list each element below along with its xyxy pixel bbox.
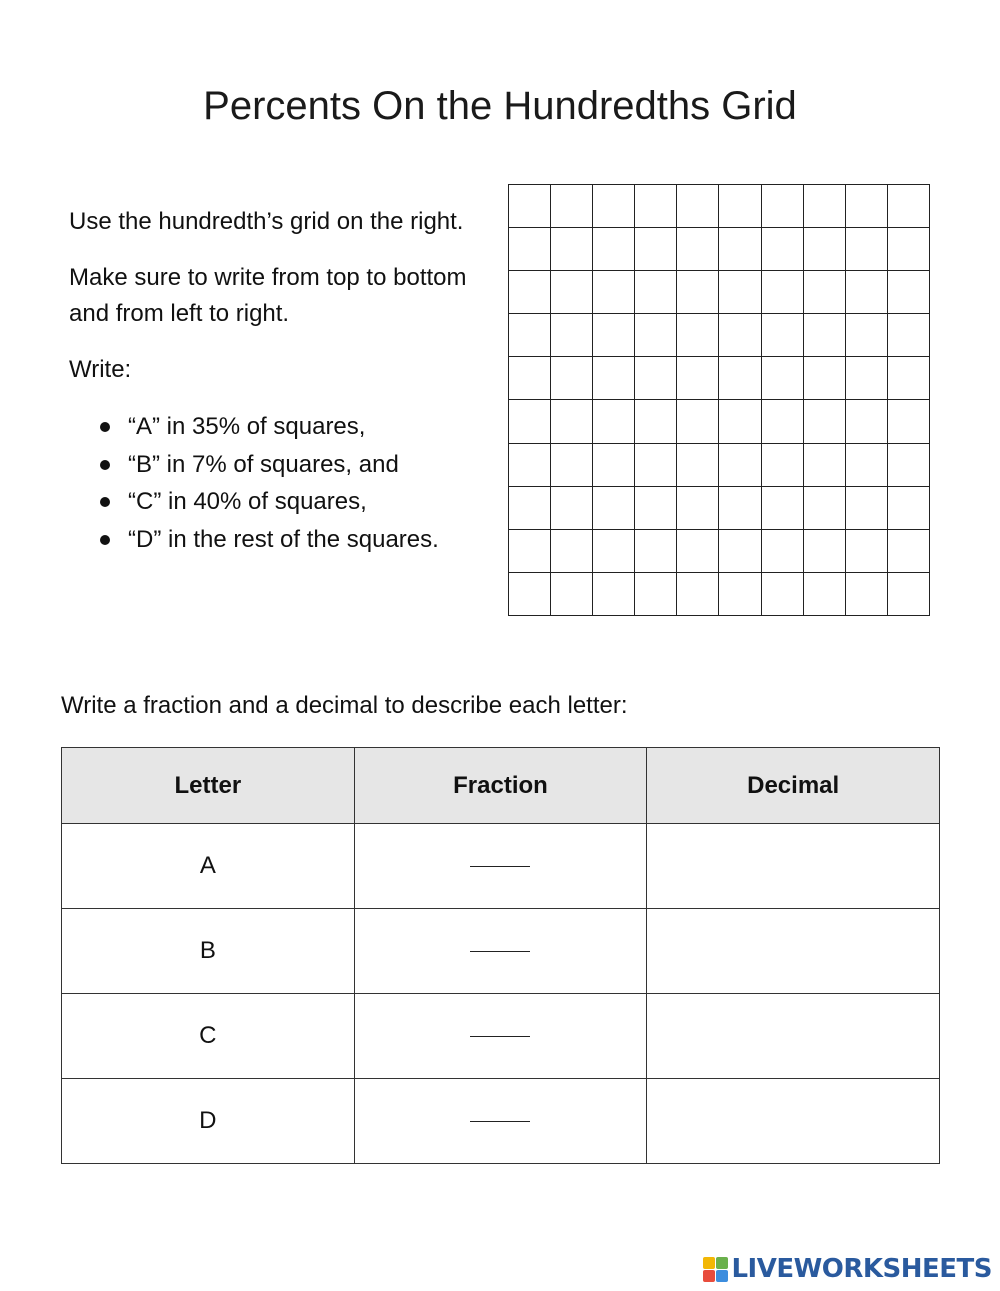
grid-cell[interactable] bbox=[762, 185, 804, 228]
grid-cell[interactable] bbox=[677, 573, 719, 616]
grid-cell[interactable] bbox=[846, 228, 888, 271]
grid-cell[interactable] bbox=[635, 228, 677, 271]
grid-cell[interactable] bbox=[846, 314, 888, 357]
grid-cell[interactable] bbox=[635, 314, 677, 357]
grid-cell[interactable] bbox=[551, 530, 593, 573]
letter-cell: C bbox=[62, 994, 355, 1079]
grid-cell[interactable] bbox=[509, 444, 551, 487]
grid-cell[interactable] bbox=[804, 271, 846, 314]
grid-cell[interactable] bbox=[804, 530, 846, 573]
grid-cell[interactable] bbox=[593, 530, 635, 573]
grid-cell[interactable] bbox=[719, 487, 761, 530]
header-fraction: Fraction bbox=[354, 748, 647, 824]
table-prompt: Write a fraction and a decimal to describe each letter: bbox=[61, 692, 628, 719]
letter-cell: A bbox=[62, 824, 355, 909]
grid-cell[interactable] bbox=[509, 487, 551, 530]
grid-cell[interactable] bbox=[593, 357, 635, 400]
bullet-text: “D” in the rest of the squares. bbox=[128, 525, 439, 553]
instruction-write-label: Write: bbox=[69, 356, 132, 383]
fraction-cell[interactable] bbox=[354, 824, 647, 909]
grid-cell[interactable] bbox=[846, 185, 888, 228]
grid-cell[interactable] bbox=[551, 400, 593, 443]
grid-cell[interactable] bbox=[593, 185, 635, 228]
grid-cell[interactable] bbox=[719, 357, 761, 400]
grid-cell[interactable] bbox=[719, 228, 761, 271]
grid-cell[interactable] bbox=[888, 573, 930, 616]
grid-cell[interactable] bbox=[509, 314, 551, 357]
grid-cell[interactable] bbox=[593, 487, 635, 530]
grid-cell[interactable] bbox=[846, 444, 888, 487]
fraction-bar bbox=[470, 951, 530, 952]
grid-cell[interactable] bbox=[804, 314, 846, 357]
grid-cell[interactable] bbox=[804, 444, 846, 487]
grid-cell[interactable] bbox=[888, 487, 930, 530]
grid-cell[interactable] bbox=[551, 228, 593, 271]
decimal-cell[interactable] bbox=[647, 1079, 940, 1164]
grid-cell[interactable] bbox=[888, 314, 930, 357]
grid-cell[interactable] bbox=[509, 357, 551, 400]
grid-cell[interactable] bbox=[551, 271, 593, 314]
instructions bbox=[69, 204, 494, 558]
watermark-text: LIVEWORKSHEETS bbox=[731, 1254, 992, 1284]
table-header-row bbox=[62, 748, 940, 824]
grid-cell[interactable] bbox=[888, 400, 930, 443]
answer-table bbox=[61, 747, 940, 1164]
grid-cell[interactable] bbox=[846, 357, 888, 400]
grid-cell[interactable] bbox=[719, 185, 761, 228]
grid-cell[interactable] bbox=[846, 530, 888, 573]
table-row bbox=[62, 1079, 940, 1164]
grid-cell[interactable] bbox=[846, 400, 888, 443]
grid-cell[interactable] bbox=[719, 271, 761, 314]
bullet-icon bbox=[100, 422, 110, 432]
grid-cell[interactable] bbox=[509, 228, 551, 271]
header-letter: Letter bbox=[62, 748, 355, 824]
fraction-cell[interactable] bbox=[354, 909, 647, 994]
grid-cell[interactable] bbox=[677, 357, 719, 400]
fraction-bar bbox=[470, 866, 530, 867]
decimal-cell[interactable] bbox=[647, 994, 940, 1079]
grid-cell[interactable] bbox=[804, 400, 846, 443]
table-row bbox=[62, 824, 940, 909]
grid-cell[interactable] bbox=[804, 573, 846, 616]
fraction-bar bbox=[470, 1121, 530, 1122]
decimal-cell[interactable] bbox=[647, 909, 940, 994]
grid-cell[interactable] bbox=[719, 314, 761, 357]
grid-cell[interactable] bbox=[551, 314, 593, 357]
grid-cell[interactable] bbox=[635, 185, 677, 228]
instruction-bullet-list bbox=[69, 408, 494, 558]
grid-cell[interactable] bbox=[719, 444, 761, 487]
fraction-cell[interactable] bbox=[354, 994, 647, 1079]
grid-cell[interactable] bbox=[677, 530, 719, 573]
table-row bbox=[62, 909, 940, 994]
grid-cell[interactable] bbox=[719, 573, 761, 616]
grid-cell[interactable] bbox=[804, 228, 846, 271]
grid-cell[interactable] bbox=[593, 271, 635, 314]
grid-cell[interactable] bbox=[719, 400, 761, 443]
letter-cell: B bbox=[62, 909, 355, 994]
grid-cell[interactable] bbox=[846, 271, 888, 314]
header-decimal: Decimal bbox=[647, 748, 940, 824]
fraction-bar bbox=[470, 1036, 530, 1037]
logo-square bbox=[716, 1270, 728, 1282]
grid-cell[interactable] bbox=[888, 357, 930, 400]
grid-cell[interactable] bbox=[509, 271, 551, 314]
grid-cell[interactable] bbox=[762, 400, 804, 443]
bullet-item-d bbox=[69, 521, 494, 559]
grid-cell[interactable] bbox=[635, 271, 677, 314]
grid-cell[interactable] bbox=[762, 357, 804, 400]
grid-cell[interactable] bbox=[593, 314, 635, 357]
logo-square bbox=[703, 1257, 715, 1269]
decimal-cell[interactable] bbox=[647, 824, 940, 909]
grid-cell[interactable] bbox=[635, 444, 677, 487]
grid-cell[interactable] bbox=[846, 487, 888, 530]
grid-cell[interactable] bbox=[762, 271, 804, 314]
grid-cell[interactable] bbox=[677, 271, 719, 314]
grid-cell[interactable] bbox=[551, 444, 593, 487]
grid-cell[interactable] bbox=[677, 185, 719, 228]
grid-cell[interactable] bbox=[762, 228, 804, 271]
grid-cell[interactable] bbox=[677, 314, 719, 357]
grid-cell[interactable] bbox=[762, 487, 804, 530]
fraction-cell[interactable] bbox=[354, 1079, 647, 1164]
instruction-grid-note: Use the hundredth’s grid on the right. bbox=[69, 208, 464, 235]
grid-cell[interactable] bbox=[804, 185, 846, 228]
grid-cell[interactable] bbox=[509, 530, 551, 573]
grid-cell[interactable] bbox=[804, 357, 846, 400]
grid-cell[interactable] bbox=[888, 185, 930, 228]
grid-cell[interactable] bbox=[846, 573, 888, 616]
grid-cell[interactable] bbox=[762, 530, 804, 573]
bullet-text: “B” in 7% of squares, and bbox=[128, 450, 399, 478]
bullet-item-b bbox=[69, 446, 494, 484]
grid-cell[interactable] bbox=[509, 573, 551, 616]
grid-cell[interactable] bbox=[551, 487, 593, 530]
bullet-item-a bbox=[69, 408, 494, 446]
grid-cell[interactable] bbox=[719, 530, 761, 573]
logo-square bbox=[716, 1257, 728, 1269]
grid-cell[interactable] bbox=[509, 400, 551, 443]
grid-cell[interactable] bbox=[593, 228, 635, 271]
grid-cell[interactable] bbox=[888, 228, 930, 271]
bullet-item-c bbox=[69, 483, 494, 521]
grid-cell[interactable] bbox=[888, 444, 930, 487]
letter-cell: D bbox=[62, 1079, 355, 1164]
grid-cell[interactable] bbox=[635, 357, 677, 400]
grid-cell[interactable] bbox=[635, 530, 677, 573]
hundredths-grid bbox=[508, 184, 930, 616]
liveworksheets-logo-icon bbox=[703, 1257, 728, 1282]
grid-cell[interactable] bbox=[804, 487, 846, 530]
grid-cell[interactable] bbox=[762, 444, 804, 487]
grid-cell[interactable] bbox=[677, 487, 719, 530]
table-row bbox=[62, 994, 940, 1079]
grid-cell[interactable] bbox=[593, 400, 635, 443]
page-title: Percents On the Hundredths Grid bbox=[203, 84, 797, 128]
grid-cell[interactable] bbox=[635, 487, 677, 530]
grid-cell[interactable] bbox=[551, 573, 593, 616]
grid-cell[interactable] bbox=[888, 530, 930, 573]
grid-cell[interactable] bbox=[888, 271, 930, 314]
grid-cell[interactable] bbox=[677, 228, 719, 271]
grid-cell[interactable] bbox=[635, 573, 677, 616]
grid-cell[interactable] bbox=[762, 573, 804, 616]
grid-cell[interactable] bbox=[551, 357, 593, 400]
instruction-order-note: Make sure to write from top to bottom and from left to right. bbox=[69, 264, 467, 327]
bullet-text: “A” in 35% of squares, bbox=[128, 413, 366, 440]
bullet-icon bbox=[100, 497, 110, 507]
liveworksheets-watermark bbox=[703, 1254, 992, 1284]
grid-cell[interactable] bbox=[509, 185, 551, 228]
grid-cell[interactable] bbox=[593, 573, 635, 616]
bullet-icon bbox=[100, 460, 110, 470]
bullet-icon bbox=[100, 535, 110, 545]
grid-cell[interactable] bbox=[551, 185, 593, 228]
grid-cell[interactable] bbox=[677, 400, 719, 443]
grid-cell[interactable] bbox=[635, 400, 677, 443]
logo-square bbox=[703, 1270, 715, 1282]
grid-cell[interactable] bbox=[762, 314, 804, 357]
grid-cell[interactable] bbox=[593, 444, 635, 487]
grid-cell[interactable] bbox=[677, 444, 719, 487]
bullet-text: “C” in 40% of squares, bbox=[128, 488, 367, 515]
